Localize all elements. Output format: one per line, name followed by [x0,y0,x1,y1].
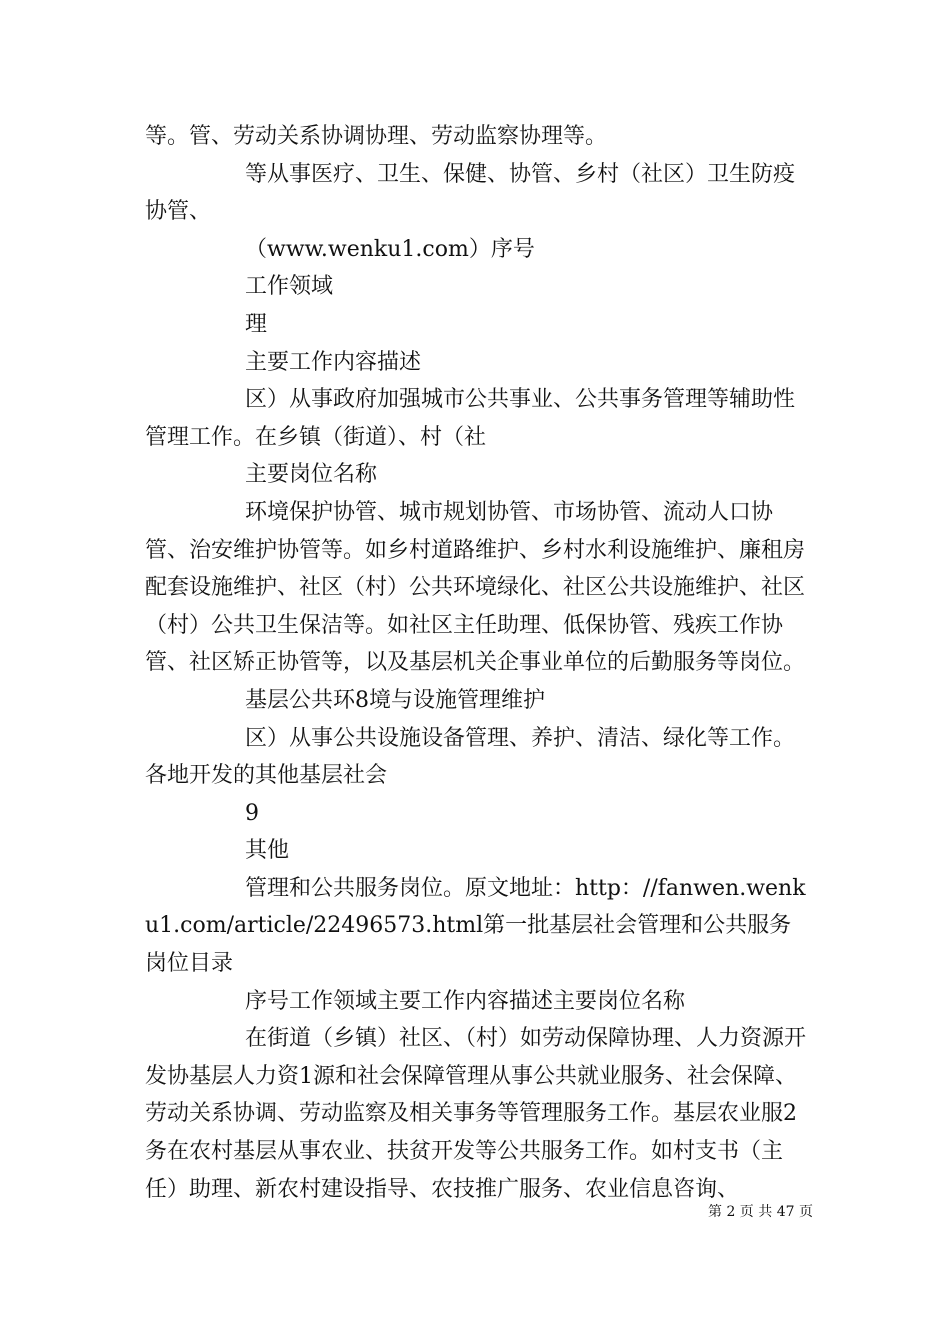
paragraph-16: 在街道（乡镇）社区、（村）如劳动保障协理、人力资源开发协基层人力资1源和社会保障管理从事公共就业服务、社会保障、劳动关系协调、劳动监察及相关事务等管理服务工作。基层农业服2务在农村基层从事农业、扶贫开发等公共服务工作。如村支书（主任）助理、新农村建设指导、农技推广服务、农业信息咨询、 [145,1026,807,1202]
paragraph-11: 区）从事公共设施设备管理、养护、清洁、绿化等工作。各地开发的其他基层社会 [145,725,796,789]
paragraph-15: 序号工作领域主要工作内容描述主要岗位名称 [245,988,686,1014]
paragraph-13: 其他 [245,838,290,864]
paragraph-3: （www.wenku1.com）序号 [245,236,535,262]
paragraph-2: 等从事医疗、卫生、保健、协管、乡村（社区）卫生防疫协管、 [145,161,796,225]
paragraph-7: 区）从事政府加强城市公共事业、公共事务管理等辅助性管理工作。在乡镇（街道）、村（社 [145,387,796,450]
paragraph-12: 9 [245,800,259,826]
document-body [145,118,810,1208]
paragraph-1: 等。管、劳动关系协调协理、劳动监察协理等。 [145,124,608,149]
paragraph-4: 工作领域 [245,274,334,300]
paragraph-14: 管理和公共服务岗位。原文地址：http：//fanwen.wenku1.com/article/22496573.html第一批基层社会管理和公共服务岗位目录 [145,875,806,977]
page-number-footer: 第 2 页 共 47 页 [708,1204,813,1220]
paragraph-8: 主要岗位名称 [245,462,378,488]
paragraph-9: 环境保护协管、城市规划协管、市场协管、流动人口协管、治安维护协管等。如乡村道路维护、乡村水利设施维护、廉租房配套设施维护、社区（村）公共环境绿化、社区公共设施维护、社区（村）公共卫生保洁等。如社区主任助理、低保协管、残疾工作协管、社区矫正协管等，以及基层机关企事业单位的后勤服务等岗位。 [145,499,806,676]
paragraph-10: 基层公共环8境与设施管理维护 [245,687,545,713]
paragraph-5: 理 [245,311,268,337]
paragraph-6: 主要工作内容描述 [245,349,422,375]
